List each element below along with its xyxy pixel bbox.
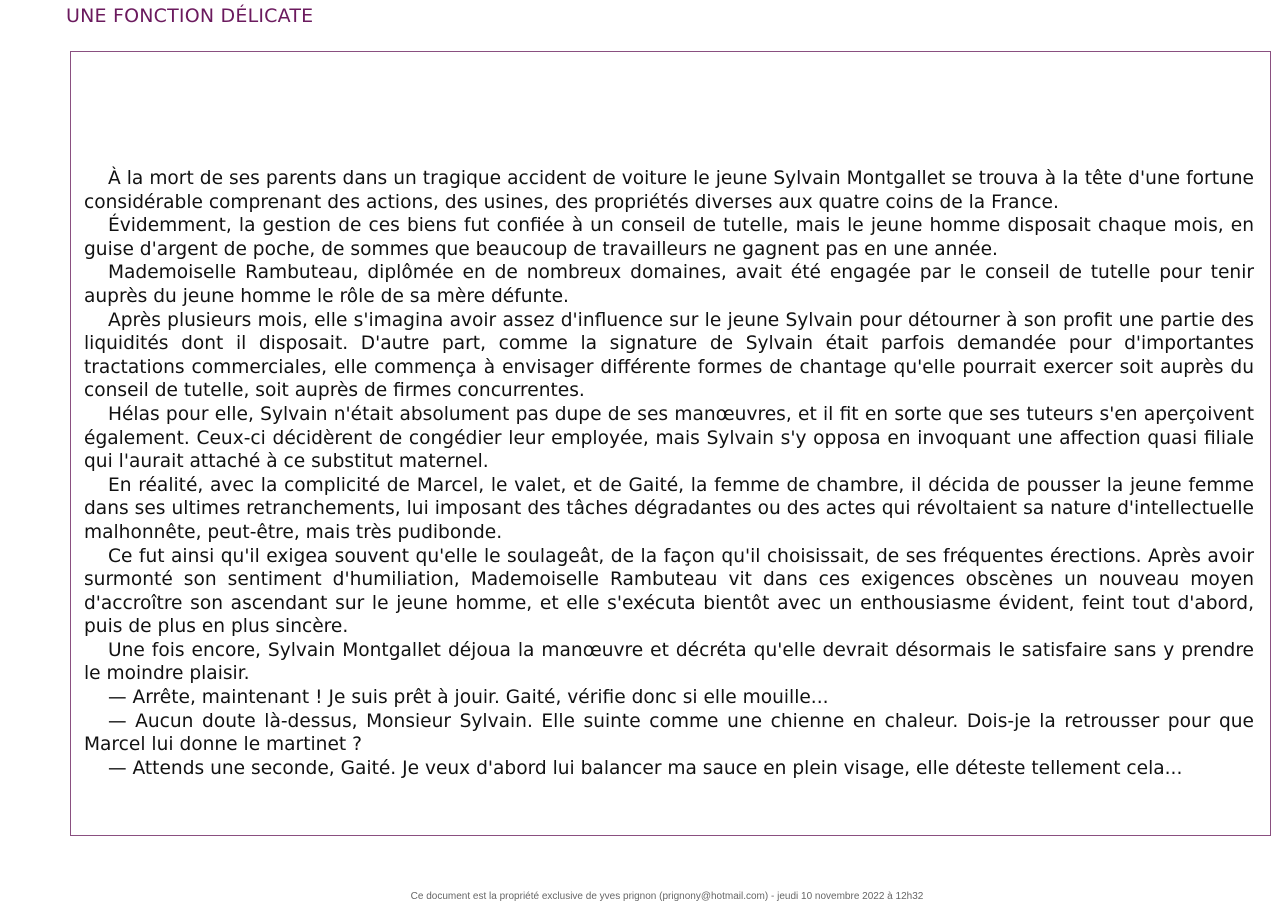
story-frame bbox=[70, 51, 1271, 836]
story-paragraph: Mademoiselle Rambuteau, diplômée en de nombreux domaines, avait été engagée par le conseil de tutelle pour tenir auprès du jeune homme le rôle de sa mère défunte. bbox=[84, 262, 1254, 307]
dialogue-line: — Arrête, maintenant ! Je suis prêt à jouir. Gaité, vérifie donc si elle mouille... bbox=[108, 687, 829, 709]
story-paragraph: Après plusieurs mois, elle s'imagina avoir assez d'influence sur le jeune Sylvain pour détourner à son profit une partie des liquidités dont il disposait. D'autre part, comme la signature de Sylvain était parfois demandée pour d'importantes tractations commerciales, elle commença à envisager différente formes de chantage qu'elle pourrait exercer soit auprès du conseil de tutelle, soit auprès de firmes concurrentes. bbox=[84, 309, 1254, 402]
story-paragraph: En réalité, avec la complicité de Marcel, le valet, et de Gaité, la femme de chambre, il décida de pousser la jeune femme dans ses ultimes retranchements, lui imposant des tâches dégradantes ou des actes qui révoltaient sa nature d'intellectuelle malhonnête, peut-être, mais très pudibonde. bbox=[84, 474, 1254, 543]
story-paragraph: Hélas pour elle, Sylvain n'était absolument pas dupe de ses manœuvres, et il fit en sorte que ses tuteurs s'en aperçoivent également. Ceux-ci décidèrent de congédier leur employée, mais Sylvain s'y opposa en invoquant une affection quasi filiale qui l'aurait attaché à ce substitut maternel. bbox=[84, 403, 1254, 473]
dialogue-line: — Attends une seconde, Gaité. Je veux d'abord lui balancer ma sauce en plein visage, elle déteste tellement cela... bbox=[108, 757, 1183, 779]
dialogue-line: — Aucun doute là-dessus, Monsieur Sylvain. Elle suinte comme une chienne en chaleur. Dois-je la retrousser pour que Marcel lui donne le martinet ? bbox=[84, 710, 1254, 756]
story-paragraph: Une fois encore, Sylvain Montgallet déjoua la manœuvre et décréta qu'elle devrait désormais le satisfaire sans y prendre le moindre plaisir. bbox=[84, 639, 1254, 685]
story-body bbox=[84, 167, 1254, 780]
story-paragraph: Évidemment, la gestion de ces biens fut confiée à un conseil de tutelle, mais le jeune homme disposait chaque mois, en guise d'argent de poche, de sommes que beaucoup de travailleurs ne gagnent pas en une année. bbox=[84, 215, 1254, 260]
story-paragraph: À la mort de ses parents dans un tragique accident de voiture le jeune Sylvain Montgallet se trouva à la tête d'une fortune considérable comprenant des actions, des usines, des propriétés diverses aux quatre coins de la France. bbox=[84, 168, 1254, 213]
document-title: UNE FONCTION DÉLICATE bbox=[66, 5, 314, 27]
story-paragraph: Ce fut ainsi qu'il exigea souvent qu'elle le soulageât, de la façon qu'il choisissait, de ses fréquentes érections. Après avoir surmonté son sentiment d'humiliation, Mademoiselle Rambuteau vit dans ces exigences obscènes un nouveau moyen d'accroître son ascendant sur le jeune homme, et elle s'exécuta bientôt avec un enthousiasme évident, feint tout d'abord, puis de plus en plus sincère. bbox=[84, 545, 1254, 638]
copyright-footer: Ce document est la propriété exclusive de yves prignon (prignony@hotmail.com) - jeudi 10 novembre 2022 à 12h32 bbox=[410, 891, 924, 902]
